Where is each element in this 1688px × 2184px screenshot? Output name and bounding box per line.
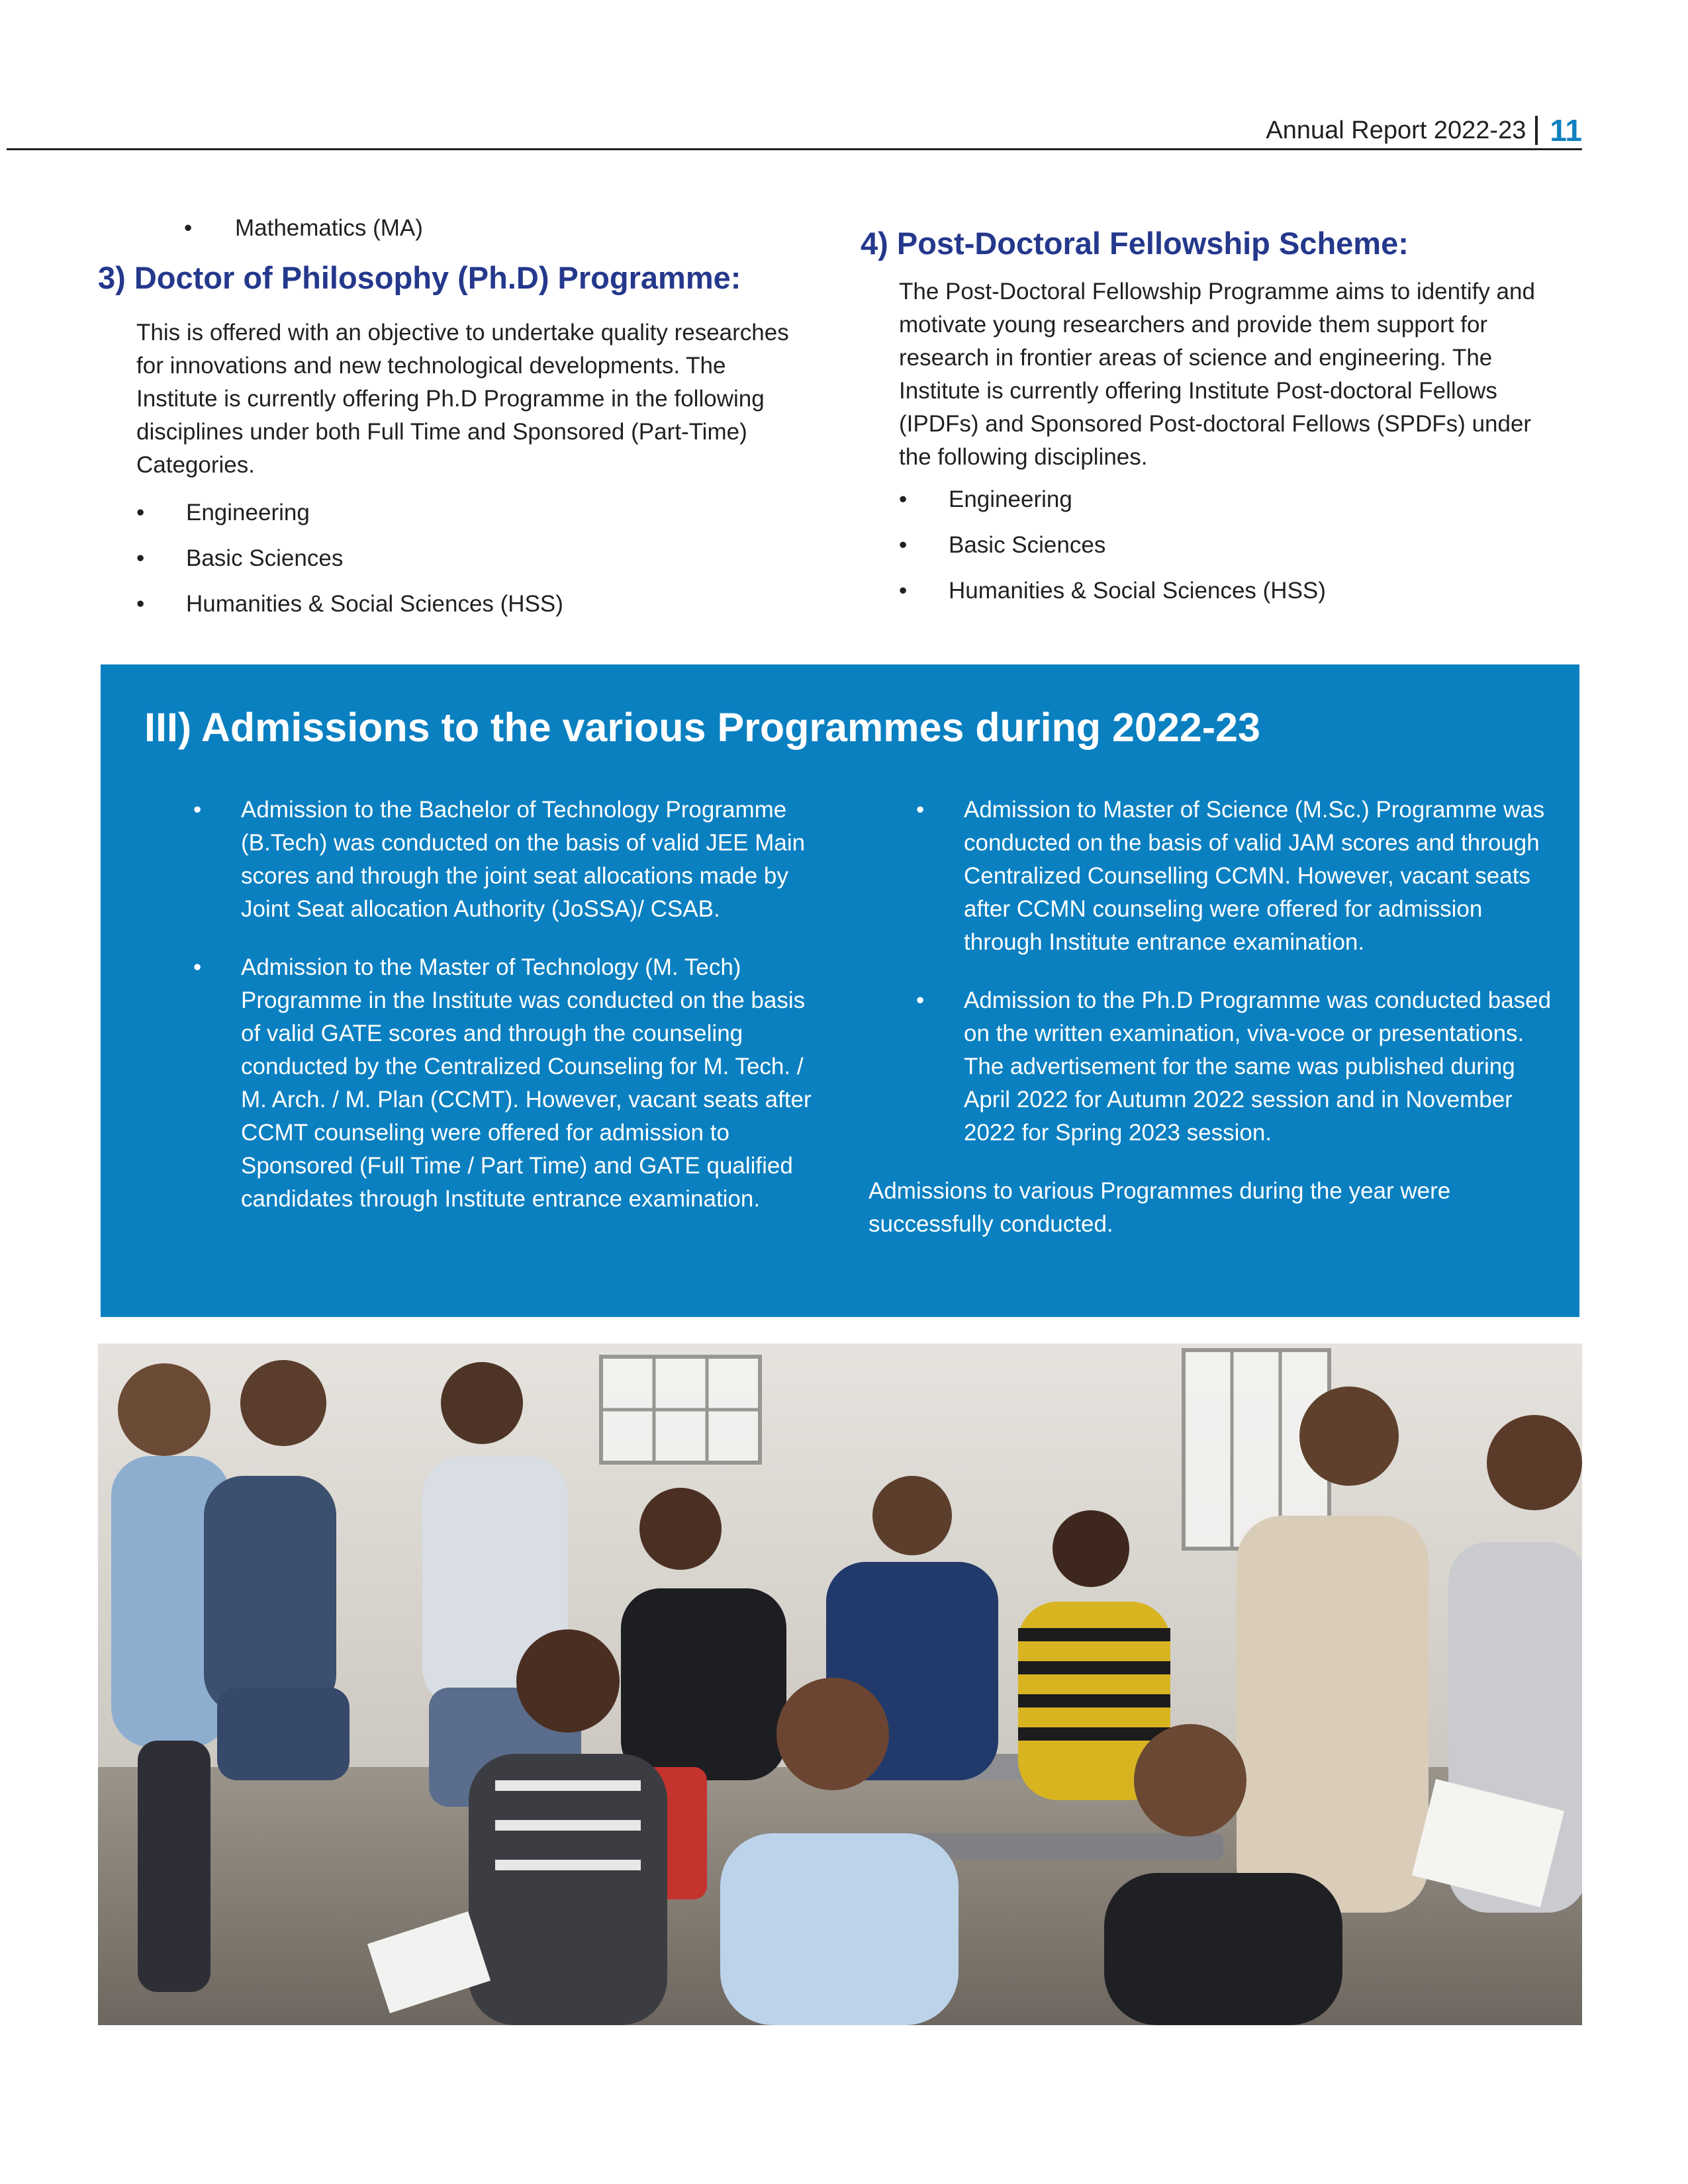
window-left [601,1357,760,1463]
header-separator [1535,116,1538,145]
admissions-right-list [916,794,1552,1150]
list-item-text: Humanities & Social Sciences (HSS) [186,591,563,617]
right-column [861,212,1575,620]
mtech-admission-text: Admission to the Master of Technology (M. Tech) Programme in the Institute was conducted on the basis of valid GATE scores and through the counseling conducted by the Centralized Counseling for M. Tech. / M. Arch. / M. Plan (CCMT). However, vacant seats after CCMT counseling were offered for admission to Sponsored (Full Time / Part Time) and GATE qualified candidates through Institute entrance examination. [241,954,812,1212]
page-number: 11 [1550,113,1582,148]
admissions-left-list [193,794,829,1216]
msc-admission-text: Admission to Master of Science (M.Sc.) Programme was conducted on the basis of valid JAM scores and through Centralized Counselling CCMN. However, vacant seats after CCMN counseling were offered for admission through Institute entrance examination. [964,797,1545,955]
bullet-dot: • [184,215,193,241]
mathematics-bullet [98,212,813,245]
list-item [136,542,813,575]
bullet-dot: • [136,591,145,617]
list-item-text: Engineering [949,486,1072,513]
left-column [98,212,813,633]
postdoc-heading: 4) Post-Doctoral Fellowship Scheme: [861,226,1409,261]
admissions-closing: Admissions to various Programmes during the year were successfully conducted. [868,1178,1451,1237]
postdoc-description: The Post-Doctoral Fellowship Programme aims to identify and motivate young researchers and provide them support for research in frontier areas of science and engineering. The Institute is currently offering Institute Post-doctoral Fellows (IPDFs) and Sponsored Post-doctoral Fellows (SPDFs) under the following disciplines. [899,279,1535,471]
bullet-text: Mathematics (MA) [235,215,423,241]
list-item [136,496,813,529]
list-item-text: Basic Sciences [186,545,344,572]
list-item [916,984,1552,1150]
list-item-text: Humanities & Social Sciences (HSS) [949,578,1326,604]
header-rule [7,148,1582,150]
admissions-title: III) Admissions to the various Programmes during 2022-23 [144,705,1260,750]
students-photo [98,1343,1582,2025]
bullet-dot: • [136,545,145,572]
list-item [193,951,829,1216]
phd-disciplines-list [98,496,813,621]
list-item [899,529,1575,562]
list-item [136,588,813,621]
students-photo-illustration [98,1343,1582,2025]
list-item [899,483,1575,516]
bullet-dot: • [193,954,202,980]
list-item [916,794,1552,959]
admissions-left-column [193,794,829,1241]
bullet-dot: • [899,578,908,604]
bullet-dot: • [916,987,925,1013]
report-title: Annual Report 2022-23 [1266,116,1526,144]
postdoc-disciplines-list [861,483,1575,608]
list-item-text: Basic Sciences [949,532,1106,559]
admissions-right-column [868,794,1552,1241]
list-item [899,574,1575,608]
bullet-dot: • [916,797,925,823]
bullet-dot: • [136,500,145,526]
bullet-dot: • [193,797,202,823]
phd-description: This is offered with an objective to undertake quality researches for innovations and new technological developments. The Institute is currently offering Ph.D Programme in the following disciplines under both Full Time and Sponsored (Part-Time) Categories. [136,320,789,478]
phd-admission-text: Admission to the Ph.D Programme was conducted based on the written examination, viva-voce or presentations. The advertisement for the same was published during April 2022 for Autumn 2022 session and in November 2022 for Spring 2023 session. [964,987,1552,1146]
list-item [193,794,829,926]
page-header [1266,113,1582,148]
bullet-dot: • [899,532,908,559]
bullet-dot: • [899,486,908,513]
list-item-text: Engineering [186,500,310,526]
btech-admission-text: Admission to the Bachelor of Technology Programme (B.Tech) was conducted on the basis of valid JEE Main scores and through the joint seat allocations made by Joint Seat allocation Authority (JoSSA)/ CSAB. [241,797,806,922]
phd-heading: 3) Doctor of Philosophy (Ph.D) Programme: [98,260,741,295]
admissions-panel [101,664,1579,1317]
